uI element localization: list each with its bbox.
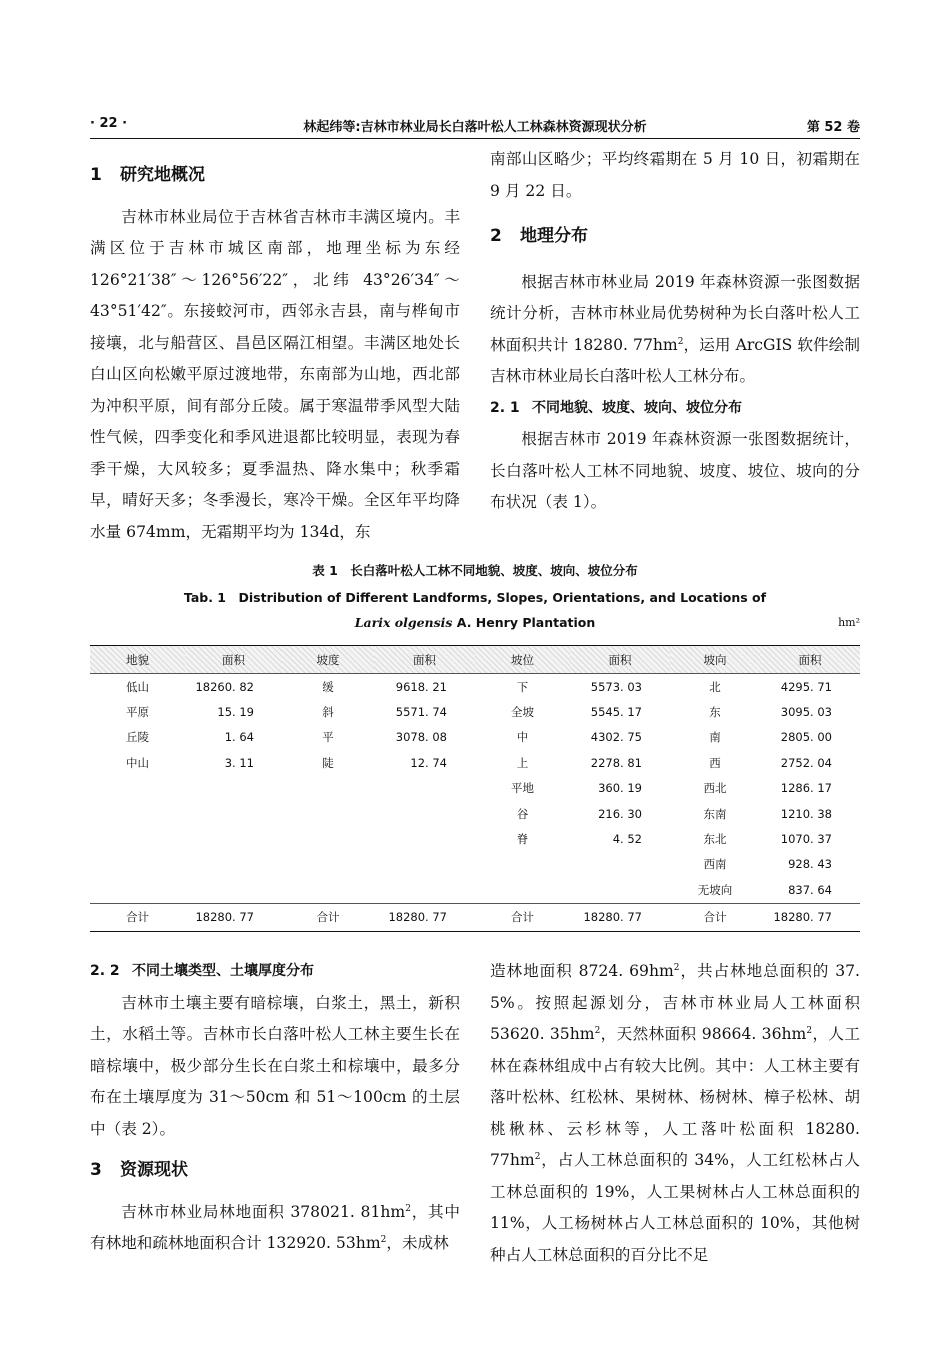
category-cell: 下 (516, 679, 529, 694)
area-cell (185, 877, 282, 903)
column-header: 地貌 (90, 646, 185, 674)
area-cell: 360. 19 (598, 781, 642, 796)
running-header (90, 114, 860, 136)
table1-unit: hm² (838, 616, 860, 629)
area-cell (185, 826, 282, 851)
area-cell: 1070. 37 (780, 832, 832, 847)
area-cell (570, 877, 670, 903)
section-1-heading: 1 研究地概况 (90, 165, 205, 185)
table-row (90, 852, 860, 877)
category-cell: 斜 (322, 705, 334, 720)
category-cell: 丘陵 (126, 730, 149, 745)
column-header: 面积 (185, 646, 282, 674)
table-row (90, 801, 860, 826)
category-cell: 平 (322, 730, 334, 745)
category-cell (475, 877, 570, 903)
column-header: 坡位 (475, 646, 570, 674)
area-cell: 2805. 00 (780, 730, 832, 745)
area-cell: 837. 64 (788, 882, 832, 897)
page-number: · 22 · (90, 116, 128, 131)
table-row (90, 776, 860, 801)
category-cell (282, 826, 374, 851)
area-cell: 1286. 17 (780, 781, 832, 796)
table1-caption-en-line2: Larix olgensis A. Henry Plantation (354, 615, 596, 630)
category-cell: 中山 (126, 755, 149, 770)
right-column-bottom (490, 956, 860, 1271)
area-cell (374, 826, 475, 851)
category-cell: 东南 (703, 806, 727, 821)
section-2-heading: 2 地理分布 (490, 226, 588, 246)
area-cell: 5573. 03 (590, 679, 642, 694)
subsection-2-1-heading: 2. 1 不同地貌、坡度、坡向、坡位分布 (490, 399, 742, 416)
column-header: 坡度 (282, 646, 374, 674)
category-cell: 西 (709, 755, 721, 770)
column-header: 坡向 (670, 646, 760, 674)
area-cell: 18260. 82 (195, 679, 254, 694)
table-row (90, 877, 860, 903)
category-cell: 全坡 (511, 705, 534, 720)
category-cell (90, 776, 185, 801)
area-cell (374, 852, 475, 877)
category-cell: 陡 (322, 755, 334, 770)
column-header: 面积 (374, 646, 475, 674)
area-cell (374, 877, 475, 903)
category-cell (90, 877, 185, 903)
area-cell: 2278. 81 (590, 755, 642, 770)
area-cell: 18280. 77 (185, 903, 282, 931)
category-cell: 合计 (475, 903, 570, 931)
area-cell (185, 801, 282, 826)
table1-caption-en-line1: Tab. 1 Distribution of Different Landforms, Slopes, Orientations, and Locations of (183, 590, 767, 605)
category-cell: 东 (709, 705, 721, 720)
paragraph-soil: 吉林市土壤主要有暗棕壤，白浆土，黑土，新积土，水稻土等。吉林市长白落叶松人工林主要生长在暗棕壤中，极少部分生长在白浆土和棕壤中，最多分布在土壤厚度为 31～50cm 和 51～100cm 的土层中（表 2）。 (90, 993, 460, 1138)
volume-label: 第 52 卷 (806, 120, 860, 135)
area-cell: 1210. 38 (780, 806, 832, 821)
area-cell (185, 852, 282, 877)
area-cell (374, 776, 475, 801)
table-row (90, 674, 860, 700)
paragraph-resources: 吉林市林业局林地面积 378021. $81hm^2$，其中有林地和疏林地面积合计 132920. $53hm^2$，未成林 (90, 1202, 460, 1252)
category-cell (475, 852, 570, 877)
category-cell: 平原 (126, 705, 149, 720)
category-cell: 缓 (322, 679, 334, 694)
area-cell: 3. 11 (224, 755, 254, 770)
area-cell: 12. 74 (410, 755, 447, 770)
category-cell: 合计 (90, 903, 185, 931)
area-cell: 18280. 77 (374, 903, 475, 931)
category-cell (90, 801, 185, 826)
running-title: 林起纬等:吉林市林业局长白落叶松人工林森林资源现状分析 (303, 120, 647, 135)
area-cell: 4302. 75 (590, 730, 642, 745)
category-cell: 谷 (516, 806, 529, 821)
table1 (90, 645, 860, 932)
table-row (90, 826, 860, 851)
category-cell (282, 852, 374, 877)
category-cell: 平地 (511, 781, 534, 796)
category-cell: 南 (709, 730, 721, 745)
area-cell: 5571. 74 (395, 705, 447, 720)
paragraph-resources-continued: 造林地面积 8724. $69hm^2$，共占林地总面积的 37. 5%。按照起源划分，吉林市林业局人工林面积 53620. $35hm^2$，天然林面积 98664. $36hm^2$，人工林在森林组成中占有较大比例。其中：人工林主要有落叶松林、红松林、果树林、杨树林、樟子松林、胡桃楸林、云杉林等，人工落叶松面积 18280. $77hm^2$，占人工林总面积的 34%，人工红松林占人工林总面积的 19%，人工果树林占人工林总面积的 11%，人工杨树林占人工林总面积的 10%，其他树种占人工林总面积的百分比不足 (490, 962, 860, 1264)
area-cell: 1. 64 (224, 730, 254, 745)
category-cell: 北 (709, 679, 721, 694)
category-cell: 无坡向 (697, 882, 733, 897)
category-cell: 合计 (282, 903, 374, 931)
left-column-bottom (90, 956, 460, 1260)
category-cell: 低山 (126, 679, 149, 694)
header-rule (90, 138, 860, 139)
category-cell: 中 (516, 730, 529, 745)
area-cell: 4. 52 (612, 832, 642, 847)
category-cell (90, 852, 185, 877)
area-cell: 18280. 77 (760, 903, 860, 931)
paragraph-distribution: 根据吉林市林业局 2019 年森林资源一张图数据统计分析，吉林市林业局优势树种为长白落叶松人工林面积共计 18280. $77hm^2$，运用 ArcGIS 软件绘制吉林市林业局长白落叶松人工林分布。 (490, 272, 860, 385)
area-cell (374, 801, 475, 826)
category-cell: 西北 (703, 781, 727, 796)
area-cell: 3095. 03 (780, 705, 832, 720)
category-cell (282, 801, 374, 826)
table-row (90, 750, 860, 775)
area-cell: 3078. 08 (395, 730, 447, 745)
table-row (90, 725, 860, 750)
area-cell (570, 852, 670, 877)
table1-header-row (90, 646, 860, 674)
paragraph-study-area: 吉林市林业局位于吉林省吉林市丰满区境内。丰满区位于吉林市城区南部，地理坐标为东经 126°21′38″～126°56′22″，北纬 43°26′34″～43°51′42″。东接蛟河市，西邻永吉县，南与桦甸市接壤，北与船营区、昌邑区隔江相望。丰满区地处长白山区向松嫩平原过渡地带，东南部为山地，西北部为冲积平原，间有部分丘陵。属于寒温带季风型大陆性气候，四季变化和季风进退都比较明显，表现为春季干燥，大风较多；夏季温热、降水集中；秋季霜早，晴好天多；冬季漫长，寒冷干燥。全区年平均降水量 674mm，无霜期平均为 134d，东 (90, 207, 460, 541)
table-row (90, 699, 860, 724)
paragraph-table1-intro: 根据吉林市 2019 年森林资源一张图数据统计，长白落叶松人工林不同地貌、坡度、坡位、坡向的分布状况（表 1）。 (490, 430, 860, 511)
left-column-top (90, 160, 460, 548)
category-cell: 脊 (516, 832, 529, 847)
area-cell: 9618. 21 (395, 679, 447, 694)
right-column-top (490, 144, 860, 519)
area-cell: 2752. 04 (780, 755, 832, 770)
subsection-2-2-heading: 2. 2 不同土壤类型、土壤厚度分布 (90, 963, 314, 979)
column-header: 面积 (570, 646, 670, 674)
area-cell (185, 776, 282, 801)
category-cell (90, 826, 185, 851)
area-cell: 216. 30 (598, 806, 642, 821)
area-cell: 4295. 71 (780, 679, 832, 694)
area-cell: 18280. 77 (570, 903, 670, 931)
category-cell: 西南 (703, 857, 727, 872)
area-cell: 15. 19 (217, 705, 254, 720)
area-cell: 5545. 17 (590, 705, 642, 720)
section-3-heading: 3 资源现状 (90, 1160, 188, 1180)
category-cell: 上 (516, 755, 529, 770)
column-header: 面积 (760, 646, 860, 674)
category-cell (282, 877, 374, 903)
table1-caption-cn: 表 1 长白落叶松人工林不同地貌、坡度、坡向、坡位分布 (312, 563, 638, 578)
area-cell: 928. 43 (788, 857, 832, 872)
category-cell: 东北 (703, 832, 727, 847)
table-total-row (90, 903, 860, 931)
category-cell (282, 776, 374, 801)
category-cell: 合计 (670, 903, 760, 931)
paragraph-climate-continued: 南部山区略少；平均终霜期在 5 月 10 日，初霜期在 9 月 22 日。 (490, 150, 860, 200)
